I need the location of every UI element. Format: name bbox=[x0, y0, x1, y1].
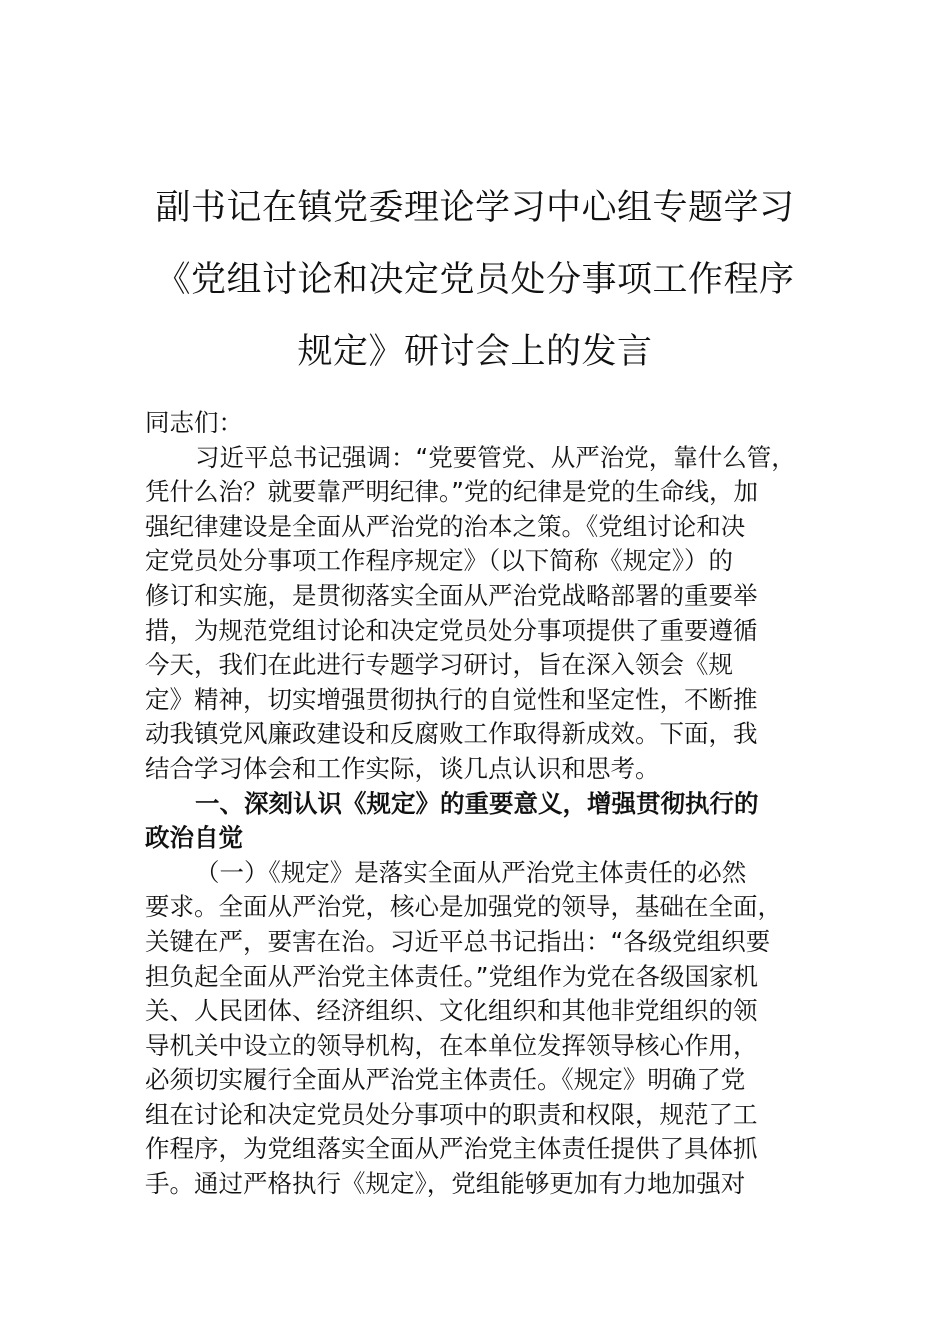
paragraph-line: 措，为规范党组讨论和决定党员处分事项提供了重要遵循 bbox=[145, 615, 758, 645]
section-heading-1 bbox=[145, 787, 815, 856]
paragraph-line: 习近平总书记强调：“党要管党、从严治党，靠什么管， bbox=[195, 442, 796, 472]
paragraph-line: 修订和实施，是贯彻落实全面从严治党战略部署的重要举 bbox=[145, 580, 758, 610]
heading-line: 政治自觉 bbox=[145, 823, 243, 853]
paragraph-2 bbox=[145, 856, 815, 1202]
paragraph-line: 关、人民团体、经济组织、文化组织和其他非党组织的领 bbox=[145, 996, 758, 1026]
paragraph-line: 作程序，为党组落实全面从严治党主体责任提供了具体抓 bbox=[145, 1134, 758, 1164]
title-line-1: 副书记在镇党委理论学习中心组专题学习 bbox=[155, 188, 795, 228]
paragraph-line: 定党员处分事项工作程序规定》（以下简称《规定》）的 bbox=[145, 546, 733, 576]
paragraph-line: 要求。全面从严治党，核心是加强党的领导，基础在全面， bbox=[145, 892, 782, 922]
paragraph-line: （一）《规定》是落实全面从严治党主体责任的必然 bbox=[195, 857, 747, 887]
paragraph-line: 必须切实履行全面从严治党主体责任。《规定》明确了党 bbox=[145, 1065, 746, 1095]
paragraph-1 bbox=[145, 441, 815, 787]
title-line-2: 《党组讨论和决定党员处分事项工作程序 bbox=[155, 260, 795, 300]
heading-line: 一、深刻认识《规定》的重要意义，增强贯彻执行的 bbox=[195, 788, 759, 818]
paragraph-line: 导机关中设立的领导机构，在本单位发挥领导核心作用， bbox=[145, 1030, 758, 1060]
paragraph-line: 结合学习体会和工作实际，谈几点认识和思考。 bbox=[145, 753, 660, 783]
paragraph-line: 强纪律建设是全面从严治党的治本之策。《党组讨论和决 bbox=[145, 511, 746, 541]
paragraph-line: 定》精神，切实增强贯彻执行的自觉性和坚定性，不断推 bbox=[145, 684, 758, 714]
paragraph-line: 凭什么治？就要靠严明纪律。”党的纪律是党的生命线，加 bbox=[145, 477, 758, 507]
salutation: 同志们： bbox=[145, 408, 243, 437]
paragraph-line: 组在讨论和决定党员处分事项中的职责和权限，规范了工 bbox=[145, 1099, 758, 1129]
title-line-3: 规定》研讨会上的发言 bbox=[297, 332, 653, 372]
document-body bbox=[145, 406, 815, 1202]
paragraph-line: 手。通过严格执行《规定》，党组能够更加有力地加强对 bbox=[145, 1169, 746, 1199]
paragraph-line: 关键在严，要害在治。习近平总书记指出：“各级党组织要 bbox=[145, 926, 771, 956]
document-title bbox=[120, 172, 830, 388]
paragraph-line: 今天，我们在此进行专题学习研讨，旨在深入领会《规 bbox=[145, 650, 733, 680]
paragraph-line: 动我镇党风廉政建设和反腐败工作取得新成效。下面，我 bbox=[145, 719, 758, 749]
paragraph-line: 担负起全面从严治党主体责任。”党组作为党在各级国家机 bbox=[145, 961, 758, 991]
